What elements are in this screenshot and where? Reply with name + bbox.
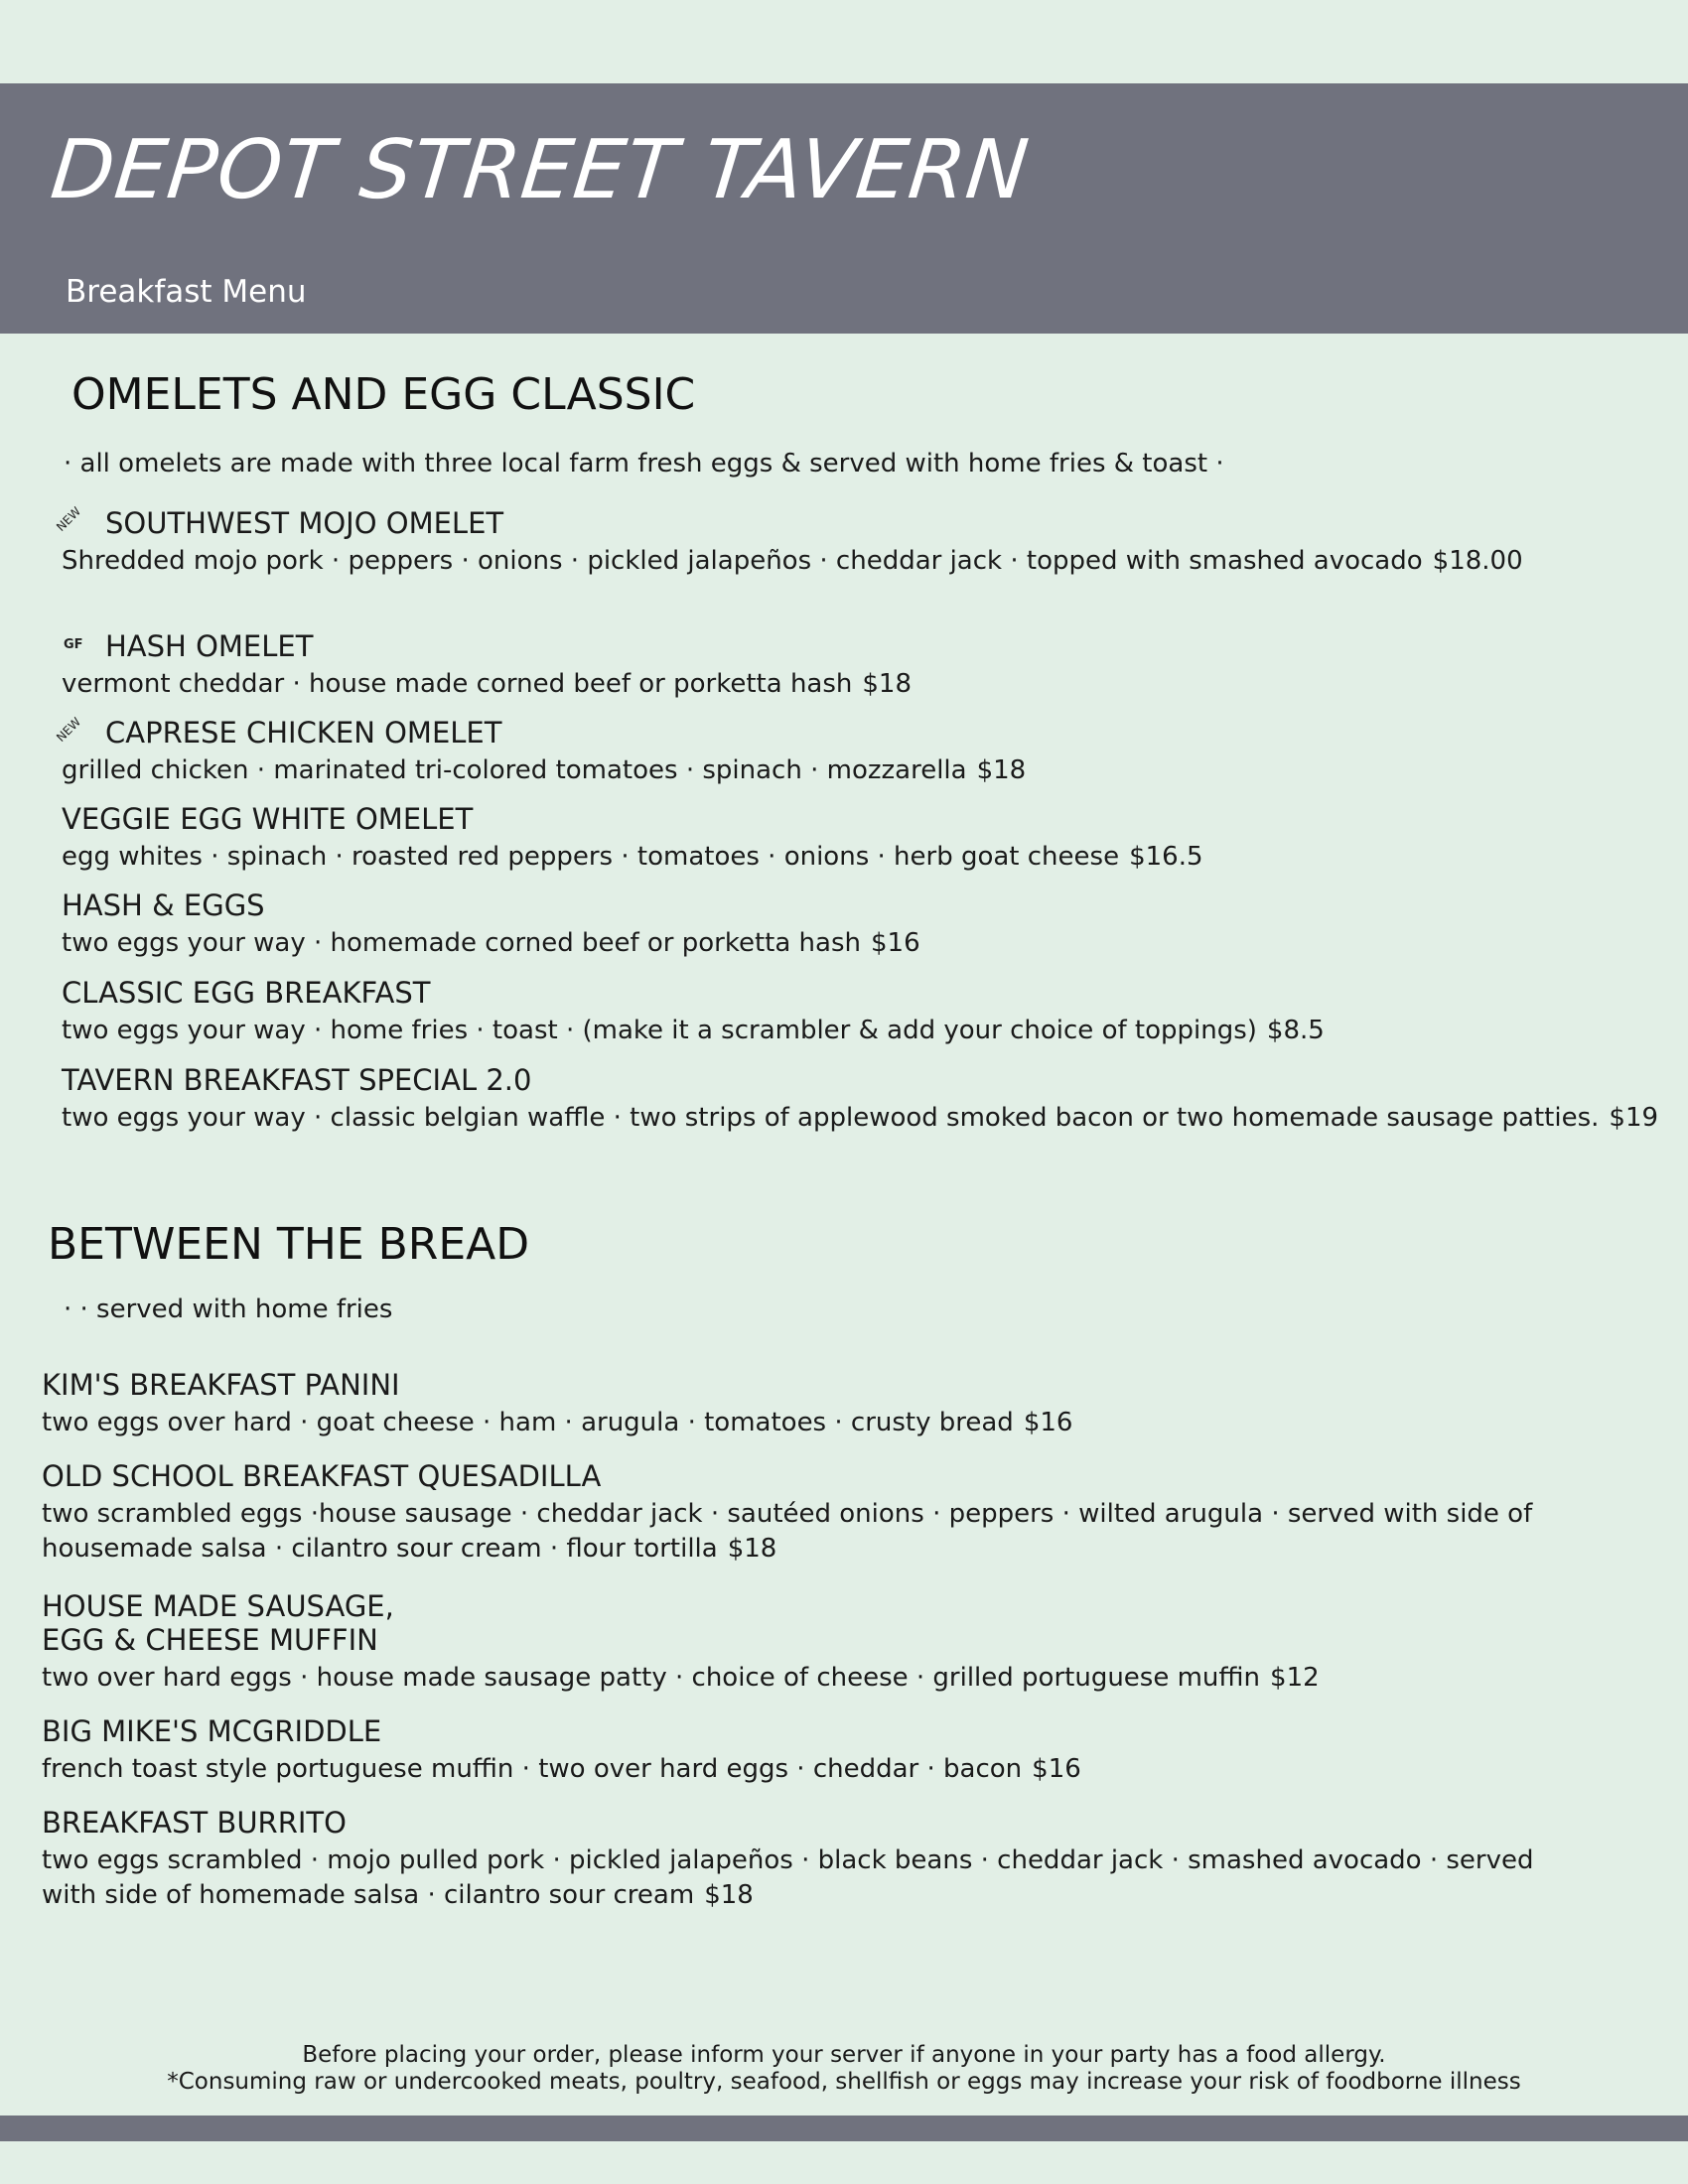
menu-item	[62, 629, 1611, 702]
section-note-between-bread: · · served with home fries	[64, 1295, 393, 1324]
item-price: $18	[704, 1880, 754, 1910]
item-name: KIM'S BREAKFAST PANINI	[42, 1368, 400, 1402]
item-price: $18	[727, 1534, 777, 1564]
gluten-free-badge: GF	[64, 637, 83, 652]
item-description: grilled chicken · marinated tri-colored tomatoes · spinach · mozzarella	[62, 755, 967, 785]
item-name: OLD SCHOOL BREAKFAST QUESADILLA	[42, 1459, 602, 1493]
item-description: two eggs scrambled · mojo pulled pork · pickled jalapeños · black beans · cheddar jack · smashed avocado · served with side of homemade salsa · cilantro sour cream	[42, 1845, 1534, 1910]
item-description: two scrambled eggs ·house sausage · cheddar jack · sautéed onions · peppers · wilted arugula · served with side of housemade salsa · cilantro sour cream · flour tortilla	[42, 1499, 1533, 1564]
menu-item	[62, 716, 1611, 788]
item-name: SOUTHWEST MOJO OMELET	[105, 506, 504, 540]
item-description: Shredded mojo pork · peppers · onions · pickled jalapeños · cheddar jack · topped with smashed avocado	[62, 546, 1423, 576]
item-name: HOUSE MADE SAUSAGE,	[42, 1589, 394, 1623]
section-note-omelets: · all omelets are made with three local farm fresh eggs & served with home fries & toast ·	[64, 449, 1224, 478]
item-price: $16.5	[1129, 842, 1203, 872]
menu-item	[62, 506, 1611, 579]
item-description: two eggs over hard · goat cheese · ham · arugula · tomatoes · crusty bread	[42, 1408, 1014, 1437]
menu-item	[62, 1063, 1659, 1136]
item-name: BIG MIKE'S MCGRIDDLE	[42, 1714, 382, 1748]
item-price: $19	[1609, 1103, 1659, 1133]
menu-item	[62, 802, 1611, 875]
item-price: $16	[1023, 1408, 1073, 1437]
item-name-line2: EGG & CHEESE MUFFIN	[42, 1623, 378, 1657]
restaurant-name: DEPOT STREET TAVERN	[47, 123, 1034, 217]
section-title-omelets: OMELETS AND EGG CLASSIC	[71, 369, 696, 420]
new-badge: NEW	[54, 503, 84, 534]
new-badge: NEW	[54, 714, 84, 745]
menu-item	[42, 1368, 1591, 1440]
raw-food-warning: *Consuming raw or undercooked meats, poultry, seafood, shellfish or eggs may increase your risk of foodborne illness	[167, 2069, 1521, 2095]
item-description: two eggs your way · home fries · toast · (make it a scrambler & add your choice of toppings)	[62, 1016, 1257, 1045]
allergy-notice: Before placing your order, please inform your server if anyone in your party has a food allergy.	[302, 2042, 1386, 2068]
menu-item	[42, 1459, 1591, 1567]
item-price: $18.00	[1432, 546, 1523, 576]
allergy-disclaimer	[0, 2042, 1688, 2096]
menu-item	[42, 1714, 1591, 1787]
item-name: CLASSIC EGG BREAKFAST	[62, 976, 431, 1010]
item-name: HASH OMELET	[105, 629, 314, 663]
section-title-between-bread: BETWEEN THE BREAD	[48, 1219, 530, 1270]
item-description: two eggs your way · homemade corned beef or porketta hash	[62, 928, 861, 958]
item-name: BREAKFAST BURRITO	[42, 1806, 347, 1840]
item-name: CAPRESE CHICKEN OMELET	[105, 716, 502, 750]
item-price: $18	[976, 755, 1027, 785]
item-description: vermont cheddar · house made corned beef or porketta hash	[62, 669, 853, 699]
menu-item	[42, 1806, 1591, 1913]
item-name: HASH & EGGS	[62, 888, 265, 922]
item-price: $12	[1270, 1663, 1320, 1693]
menu-subtitle: Breakfast Menu	[66, 274, 307, 310]
menu-item	[42, 1589, 1591, 1696]
footer-bar	[0, 2116, 1688, 2141]
item-description: egg whites · spinach · roasted red peppers · tomatoes · onions · herb goat cheese	[62, 842, 1120, 872]
item-description: two over hard eggs · house made sausage patty · choice of cheese · grilled portuguese muffin	[42, 1663, 1261, 1693]
menu-item	[62, 888, 1611, 961]
item-price: $18	[862, 669, 913, 699]
item-price: $16	[1032, 1754, 1081, 1784]
item-description: french toast style portuguese muffin · two over hard eggs · cheddar · bacon	[42, 1754, 1023, 1784]
menu-item	[62, 976, 1611, 1048]
item-name: VEGGIE EGG WHITE OMELET	[62, 802, 474, 836]
item-name: TAVERN BREAKFAST SPECIAL 2.0	[62, 1063, 532, 1097]
item-price: $16	[870, 928, 920, 958]
item-price: $8.5	[1266, 1016, 1325, 1045]
item-description: two eggs your way · classic belgian waffle · two strips of applewood smoked bacon or two homemade sausage patties.	[62, 1103, 1600, 1133]
